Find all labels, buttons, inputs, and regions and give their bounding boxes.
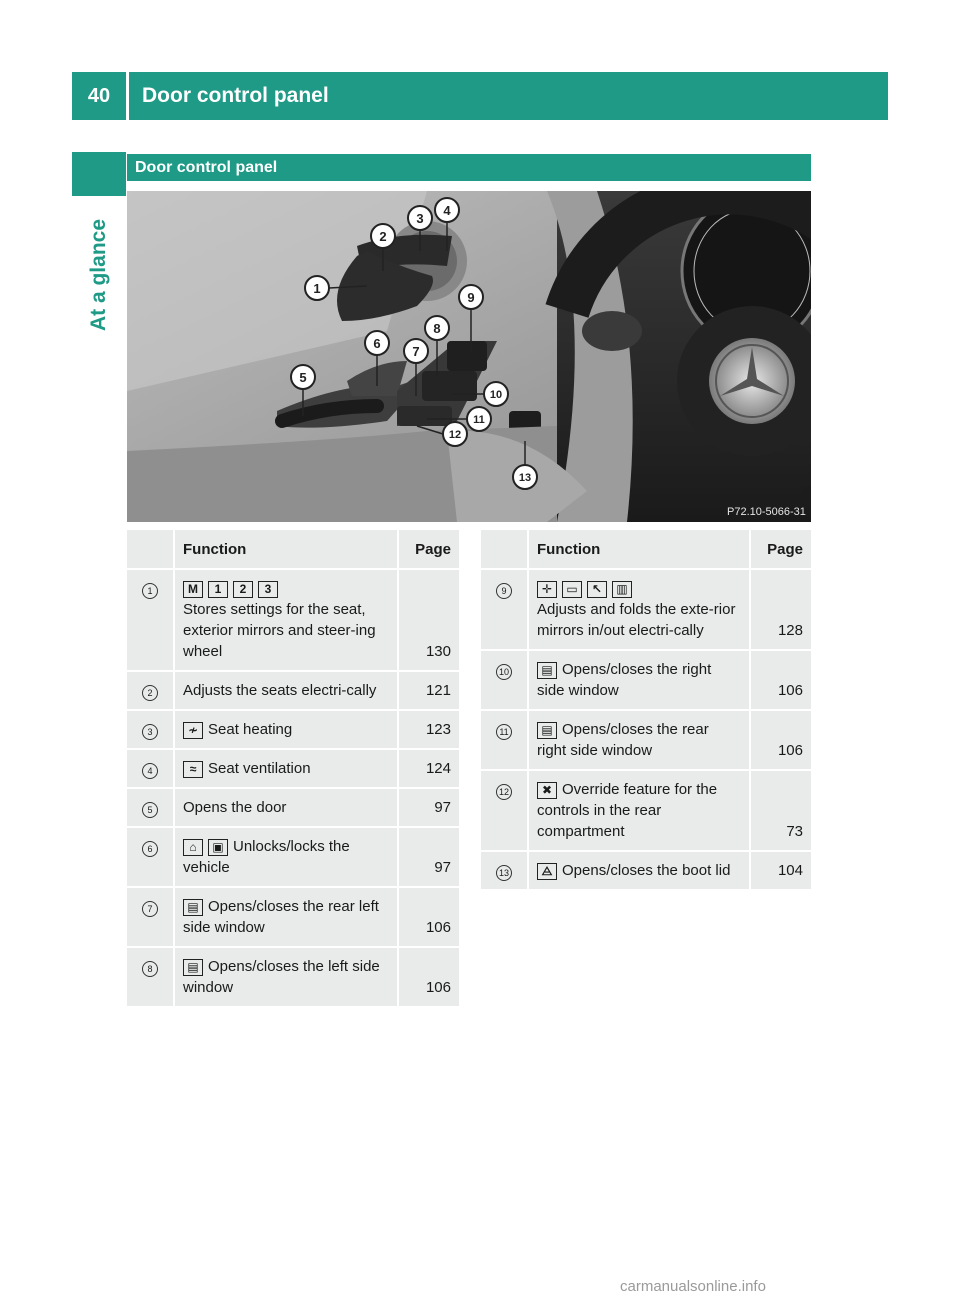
table-row [481,570,811,649]
svg-text:10: 10 [489,389,503,401]
mirror-fold-icon: ↖ [587,581,607,598]
function-text: Stores settings for the seat, exterior mirrors and steer-ing wheel [183,601,376,660]
function-cell [175,789,397,826]
header-title: Door control panel [142,84,329,107]
function-text: Seat heating [208,721,293,738]
page-reference: 130 [399,570,459,670]
row-number: 6 [142,841,158,857]
side-chapter-label [72,200,126,350]
svg-text:13: 13 [518,472,532,484]
side-tab-marker [72,152,126,196]
page-reference: 106 [399,888,459,946]
header-function: Function [529,530,749,568]
header-num-cell [127,530,173,568]
mirror-heat-icon: ▥ [612,581,632,598]
function-text: Adjusts the seats electri-cally [183,682,377,699]
page-reference: 106 [751,651,811,709]
function-text: Adjusts and folds the exte-rior mirrors in/out electri-cally [537,601,736,639]
row-number-cell [481,711,527,769]
image-code: P72.10-5066-31 [727,506,806,518]
function-cell [529,570,749,649]
table-row [127,948,459,1006]
header-num-cell [481,530,527,568]
side-chapter-text: At a glance [87,218,110,332]
page-reference: 106 [399,948,459,1006]
window-icon: ▤ [537,662,557,679]
svg-text:1: 1 [313,281,321,296]
function-text: Opens/closes the left side window [183,958,380,996]
svg-text:6: 6 [373,336,381,351]
window-icon: ▤ [183,899,203,916]
row-number-cell [127,948,173,1006]
row-number-cell [127,828,173,886]
function-cell [175,828,397,886]
page-reference: 97 [399,828,459,886]
table-row [127,570,459,670]
row-number-cell [481,651,527,709]
page-reference: 106 [751,711,811,769]
svg-text:3: 3 [416,211,424,226]
function-text: Opens/closes the boot lid [562,862,731,879]
mirror-adjust-icon: ✛ [537,581,557,598]
table-row [127,828,459,886]
table-row [127,672,459,709]
function-text: Opens/closes the rear right side window [537,721,709,759]
row-number-cell [481,570,527,649]
row-number: 5 [142,802,158,818]
svg-text:4: 4 [443,203,451,218]
function-cell [175,570,397,670]
memory-2-icon: 2 [233,581,253,598]
function-cell [175,750,397,787]
function-text: Seat ventilation [208,760,311,777]
page-reference: 121 [399,672,459,709]
right-function-table [479,528,813,891]
row-number: 1 [142,583,158,599]
page-reference: 123 [399,711,459,748]
svg-text:9: 9 [467,290,475,305]
function-text: Override feature for the controls in the rear compartment [537,781,718,840]
table-header-row [127,530,459,568]
page-reference: 97 [399,789,459,826]
unlock-icon: ⌂ [183,839,203,856]
svg-text:11: 11 [473,414,485,426]
table-row [481,852,811,889]
left-function-table [125,528,461,1008]
page-number: 40 [87,85,111,107]
table-row [481,711,811,769]
function-cell [529,651,749,709]
row-number-cell [127,888,173,946]
header-divider [126,72,129,120]
lock-icon: ▣ [208,839,228,856]
function-cell [175,711,397,748]
row-number-cell [127,570,173,670]
svg-text:7: 7 [412,344,420,359]
seat-vent-icon: ≈ [183,761,203,778]
seat-heat-icon: ≁ [183,722,203,739]
function-text: Unlocks/locks the vehicle [183,838,350,876]
function-cell [529,771,749,850]
header-function: Function [175,530,397,568]
svg-text:8: 8 [433,321,441,336]
row-number-cell [127,750,173,787]
row-number: 9 [496,583,512,599]
row-number-cell [481,852,527,889]
row-number: 10 [496,664,512,680]
mirror-icon: ▭ [562,581,582,598]
table-row [127,789,459,826]
page-reference: 73 [751,771,811,850]
function-text: Opens/closes the right side window [537,661,712,699]
row-number: 12 [496,784,512,800]
row-number: 8 [142,961,158,977]
header-page: Page [399,530,459,568]
memory-3-icon: 3 [258,581,278,598]
override-icon: ✖ [537,782,557,799]
page-reference: 124 [399,750,459,787]
table-row [127,888,459,946]
row-number-cell [127,711,173,748]
memory-M-icon: M [183,581,203,598]
section-title: Door control panel [127,154,811,181]
function-cell [529,852,749,889]
memory-1-icon: 1 [208,581,228,598]
svg-text:5: 5 [299,370,307,385]
row-number: 7 [142,901,158,917]
row-number: 2 [142,685,158,701]
door-panel-illustration [127,191,811,522]
row-number: 11 [496,724,512,740]
page-header [72,72,888,120]
table-row [127,711,459,748]
door-panel-photo [127,191,811,522]
function-cell [175,948,397,1006]
row-number: 13 [496,865,512,881]
page-reference: 128 [751,570,811,649]
boot-lid-icon: ⨺ [537,863,557,880]
table-row [127,750,459,787]
table-row [481,771,811,850]
watermark: carmanualsonline.info [620,1278,766,1295]
window-icon: ▤ [537,722,557,739]
row-number-cell [127,672,173,709]
row-number-cell [127,789,173,826]
row-number: 4 [142,763,158,779]
header-page: Page [751,530,811,568]
row-number-cell [481,771,527,850]
function-cell [175,672,397,709]
function-cell [175,888,397,946]
window-icon: ▤ [183,959,203,976]
function-cell [529,711,749,769]
table-header-row [481,530,811,568]
page-reference: 104 [751,852,811,889]
svg-text:12: 12 [448,429,462,441]
table-row [481,651,811,709]
function-text: Opens the door [183,799,287,816]
function-text: Opens/closes the rear left side window [183,898,379,936]
svg-text:2: 2 [379,229,387,244]
row-number: 3 [142,724,158,740]
